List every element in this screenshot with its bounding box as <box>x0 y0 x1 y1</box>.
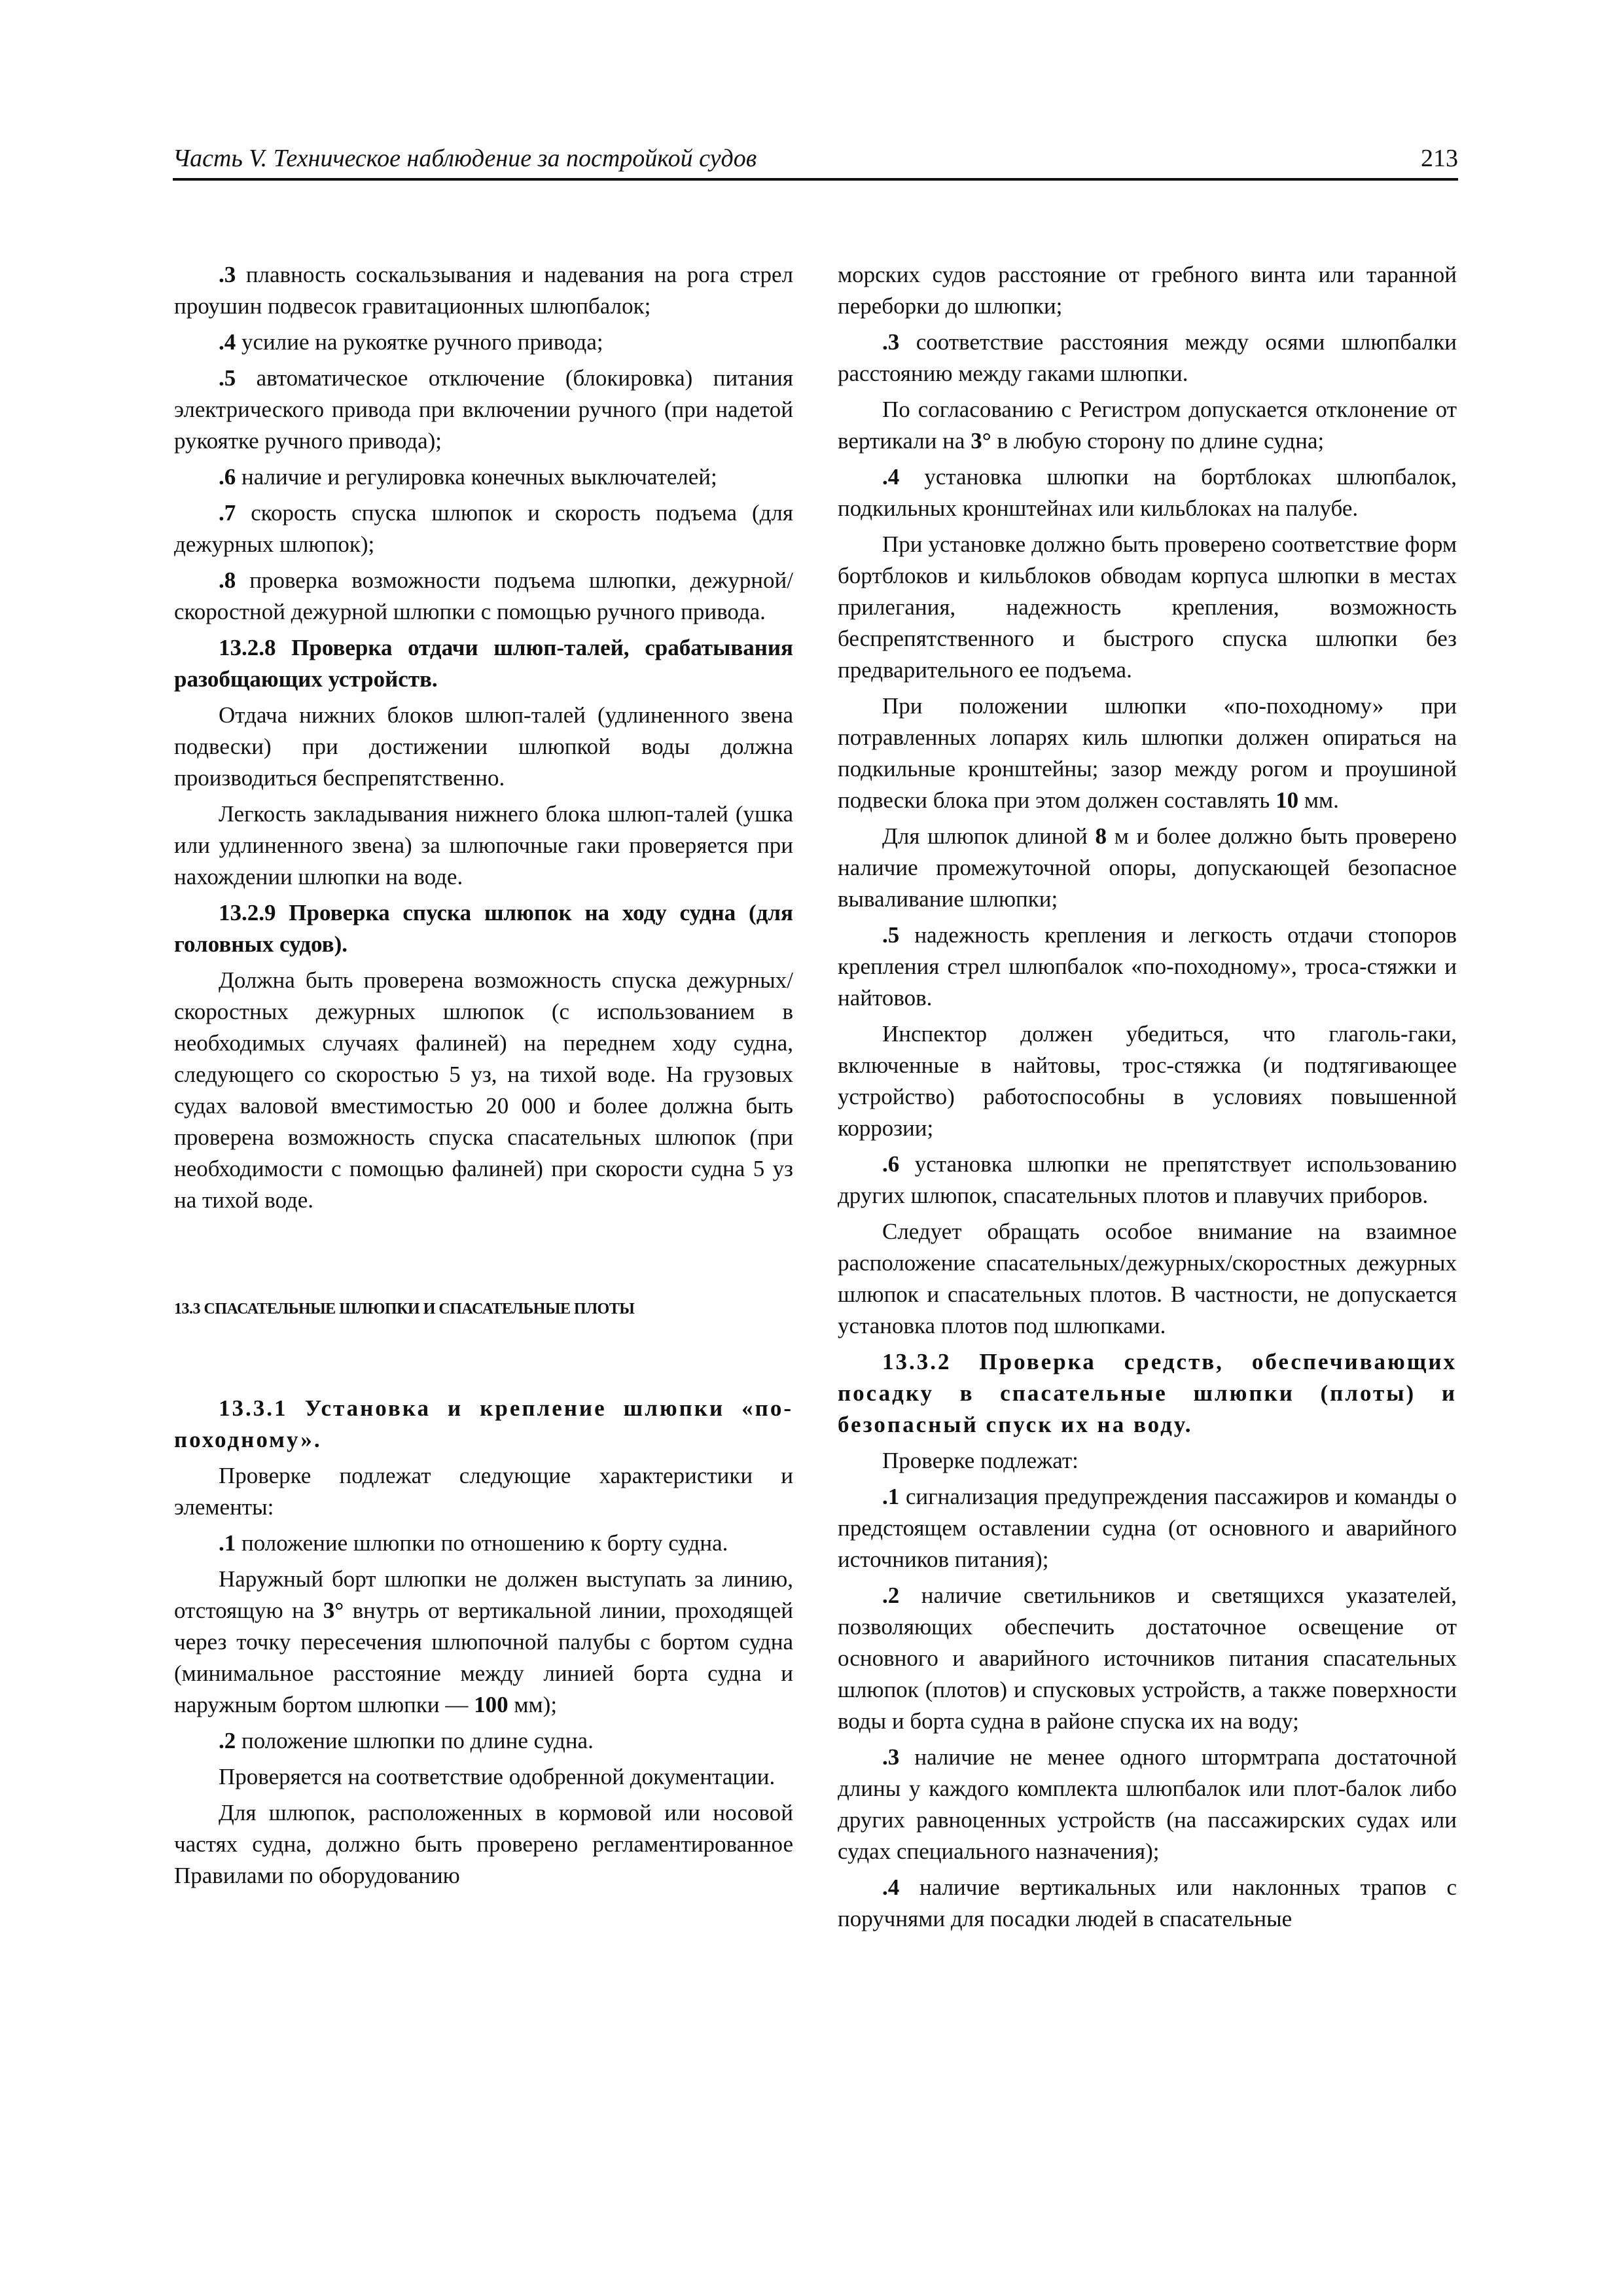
paragraph <box>838 461 1457 524</box>
paragraph: Должна быть проверена возможность спуска дежурных/скоростных дежурных шлюпок (с использованием в необходимых случаях фалиней) на переднем ходу судна, следующего со скоростью 5 уз, на тихой воде. На грузовых судах валовой вместимостью 20 000 и более должна быть проверена возможность спуска спасательных шлюпок (при необходимости с помощью фалиней) при скорости судна 5 уз на тихой воде. <box>174 967 793 1213</box>
item-number: .4 <box>219 329 236 355</box>
text-run: мм); <box>508 1692 558 1717</box>
text-run: При положении шлюпки «по-походному» при потравленных лопарях киль шлюпки должен опираться на подкильные кронштейны; зазор между рогом и проушиной подвески блока при этом должен составлять <box>838 693 1457 813</box>
text-run: Наружный борт шлюпки не должен выступать за линию, отстоящую на <box>174 1566 793 1623</box>
text-run: внутрь от вертикальной линии, проходящей через точку пересечения шлюпочной палубы с бортом судна (минимальное расстояние между линией борта судна и наружным бортом шлюпки — <box>174 1598 793 1717</box>
item-number: .8 <box>219 567 236 593</box>
right-column <box>838 259 1457 1939</box>
subsection-heading <box>838 1346 1457 1441</box>
clause-title: Установка и крепление шлюпки «по-походному». <box>174 1395 793 1452</box>
item-number: .2 <box>219 1728 236 1753</box>
paragraph <box>174 1564 793 1721</box>
subsection-heading <box>174 897 793 960</box>
paragraph: Следует обращать особое внимание на взаимное расположение спасательных/дежурных/скоростных дежурных шлюпок и спасательных плотов. В частности, не допускается установка плотов под шлюпками. <box>838 1219 1457 1338</box>
paragraph-text: автоматическое отключение (блокировка) питания электрического привода при включении ручного (при надетой рукоятке ручного привода); <box>174 365 793 454</box>
clause-number: 13.2.9 <box>219 900 276 925</box>
paragraph <box>174 497 793 560</box>
item-number: .3 <box>219 262 236 287</box>
paragraph-text: наличие вертикальных или наклонных трапов с поручнями для посадки людей в спасательные <box>838 1874 1457 1931</box>
paragraph <box>838 691 1457 816</box>
item-number: .1 <box>219 1530 236 1556</box>
text-run: По согласованию с Регистром допускается отклонение от вертикали на <box>838 397 1457 454</box>
paragraph: Легкость закладывания нижнего блока шлюп-талей (ушка или удлиненного звена) за шлюпочные гаки проверяется при нахождении шлюпки на воде. <box>174 801 793 889</box>
paragraph <box>838 920 1457 1014</box>
paragraph-text: сигнализация предупреждения пассажиров и команды о предстоящем оставлении судна (от основного и аварийного источников питания); <box>838 1484 1457 1572</box>
distance-value: 100 <box>474 1692 508 1717</box>
section-title: 13.3 СПАСАТЕЛЬНЫЕ ШЛЮПКИ И СПАСАТЕЛЬНЫЕ ПЛОТЫ <box>174 1300 635 1318</box>
paragraph-text: наличие и регулировка конечных выключателей; <box>236 464 717 490</box>
item-number: .3 <box>882 329 900 355</box>
clause-number: 13.3.2 <box>882 1349 952 1374</box>
paragraph: Инспектор должен убедиться, что глаголь-гаки, включенные в найтовы, трос-стяжка (и подтягивающее устройство) работоспособны в условиях повышенной коррозии; <box>838 1021 1457 1141</box>
angle-value: 3° <box>971 428 991 454</box>
item-number: .4 <box>882 464 900 490</box>
paragraph-text: надежность крепления и легкость отдачи стопоров крепления стрел шлюпбалок «по-походному», троса-стяжки и найтовов. <box>838 922 1457 1011</box>
paragraph-text: установка шлюпки не препятствует использованию других шлюпок, спасательных плотов и плавучих приборов. <box>838 1151 1457 1208</box>
item-number: .5 <box>882 922 900 948</box>
item-number: .4 <box>882 1874 900 1900</box>
text-run: в любую сторону по длине судна; <box>991 428 1325 454</box>
paragraph: морских судов расстояние от гребного винта или таранной переборки до шлюпки; <box>838 262 1457 319</box>
length-value: 8 <box>1095 823 1107 849</box>
paragraph <box>838 327 1457 389</box>
paragraph: При установке должно быть проверено соответствие форм бортблоков и кильблоков обводам корпуса шлюпки в местах прилегания, надежность крепления, возможность беспрепятственного и быстрого спуска шлюпки без предварительного ее подъема. <box>838 531 1457 683</box>
page-number: 213 <box>1421 145 1458 172</box>
item-number: .7 <box>219 500 236 526</box>
clause-title: Проверка средств, обеспечивающих посадку в спасательные шлюпки (плоты) и безопасный спуск их на воду. <box>838 1349 1457 1437</box>
page-header <box>173 139 1458 181</box>
paragraph <box>838 821 1457 915</box>
angle-value: 3° <box>323 1598 344 1623</box>
paragraph: Для шлюпок, расположенных в кормовой или носовой частях судна, должно быть проверено регламентированное Правилами по оборудованию <box>174 1800 793 1888</box>
item-number: .6 <box>219 464 236 490</box>
subsection-heading <box>174 632 793 695</box>
text-run: мм. <box>1298 787 1339 813</box>
paragraph <box>174 259 793 322</box>
paragraph-text: усилие на рукоятке ручного привода; <box>236 329 603 355</box>
clause-title: Проверка спуска шлюпок на ходу судна (для головных судов). <box>174 900 793 957</box>
item-number: .6 <box>882 1151 900 1177</box>
paragraph: Проверяется на соответствие одобренной документации. <box>219 1764 776 1789</box>
item-number: .5 <box>219 365 236 391</box>
subsection-heading <box>174 1393 793 1456</box>
item-number: .2 <box>882 1583 900 1608</box>
clause-number: 13.3.1 <box>219 1395 288 1421</box>
paragraph <box>838 1742 1457 1867</box>
item-number: .3 <box>882 1744 900 1770</box>
left-column <box>174 259 793 1896</box>
paragraph-text: положение шлюпки по отношению к борту судна. <box>236 1530 728 1556</box>
paragraph: Отдача нижних блоков шлюп-талей (удлиненного звена подвески) при достижении шлюпкой воды должна производиться беспрепятственно. <box>174 702 793 791</box>
clause-number: 13.2.8 <box>219 635 276 660</box>
paragraph <box>174 363 793 457</box>
item-number: .1 <box>882 1484 900 1509</box>
running-title: Часть V. Техническое наблюдение за постройкой судов <box>173 145 757 172</box>
text-run: Для шлюпок длиной <box>882 823 1096 849</box>
paragraph-text: положение шлюпки по длине судна. <box>236 1728 594 1753</box>
paragraph: Проверке подлежат следующие характеристики и элементы: <box>174 1463 793 1520</box>
paragraph <box>838 1872 1457 1935</box>
paragraph-text: наличие не менее одного штормтрапа достаточной длины у каждого комплекта шлюпбалок или плот-балок либо других равноценных устройств (на пассажирских судах или судах специального назначения); <box>838 1744 1457 1864</box>
paragraph <box>174 565 793 628</box>
paragraph: Проверке подлежат: <box>882 1448 1079 1473</box>
paragraph <box>174 1725 793 1757</box>
paragraph <box>174 1528 793 1559</box>
text-run: м и более должно быть проверено наличие промежуточной опоры, допускающей безопасное вываливание шлюпки; <box>838 823 1457 912</box>
paragraph-text: плавность соскальзывания и надевания на рога стрел проушин подвесок гравитационных шлюпбалок; <box>174 262 793 319</box>
paragraph-text: проверка возможности подъема шлюпки, дежурной/скоростной дежурной шлюпки с помощью ручного привода. <box>174 567 793 624</box>
clause-title: Проверка отдачи шлюп-талей, срабатывания разобщающих устройств. <box>174 635 793 692</box>
paragraph <box>838 1580 1457 1737</box>
paragraph-text: наличие светильников и светящихся указателей, позволяющих обеспечить достаточное освещение от основного и аварийного источников питания спасательных шлюпок (плотов) и спусковых устройств, а также поверхности воды и борта судна в районе спуска их на воду; <box>838 1583 1457 1734</box>
paragraph-text: установка шлюпки на бортблоках шлюпбалок, подкильных кронштейнах или кильблоках на палубе. <box>838 464 1457 521</box>
paragraph <box>174 461 793 493</box>
paragraph <box>838 1481 1457 1575</box>
paragraph <box>838 1149 1457 1211</box>
gap-value: 10 <box>1275 787 1299 813</box>
paragraph <box>174 327 793 358</box>
paragraph-text: скорость спуска шлюпок и скорость подъема (для дежурных шлюпок); <box>174 500 793 557</box>
paragraph <box>838 394 1457 457</box>
paragraph-text: соответствие расстояния между осями шлюпбалки расстоянию между гаками шлюпки. <box>838 329 1457 386</box>
